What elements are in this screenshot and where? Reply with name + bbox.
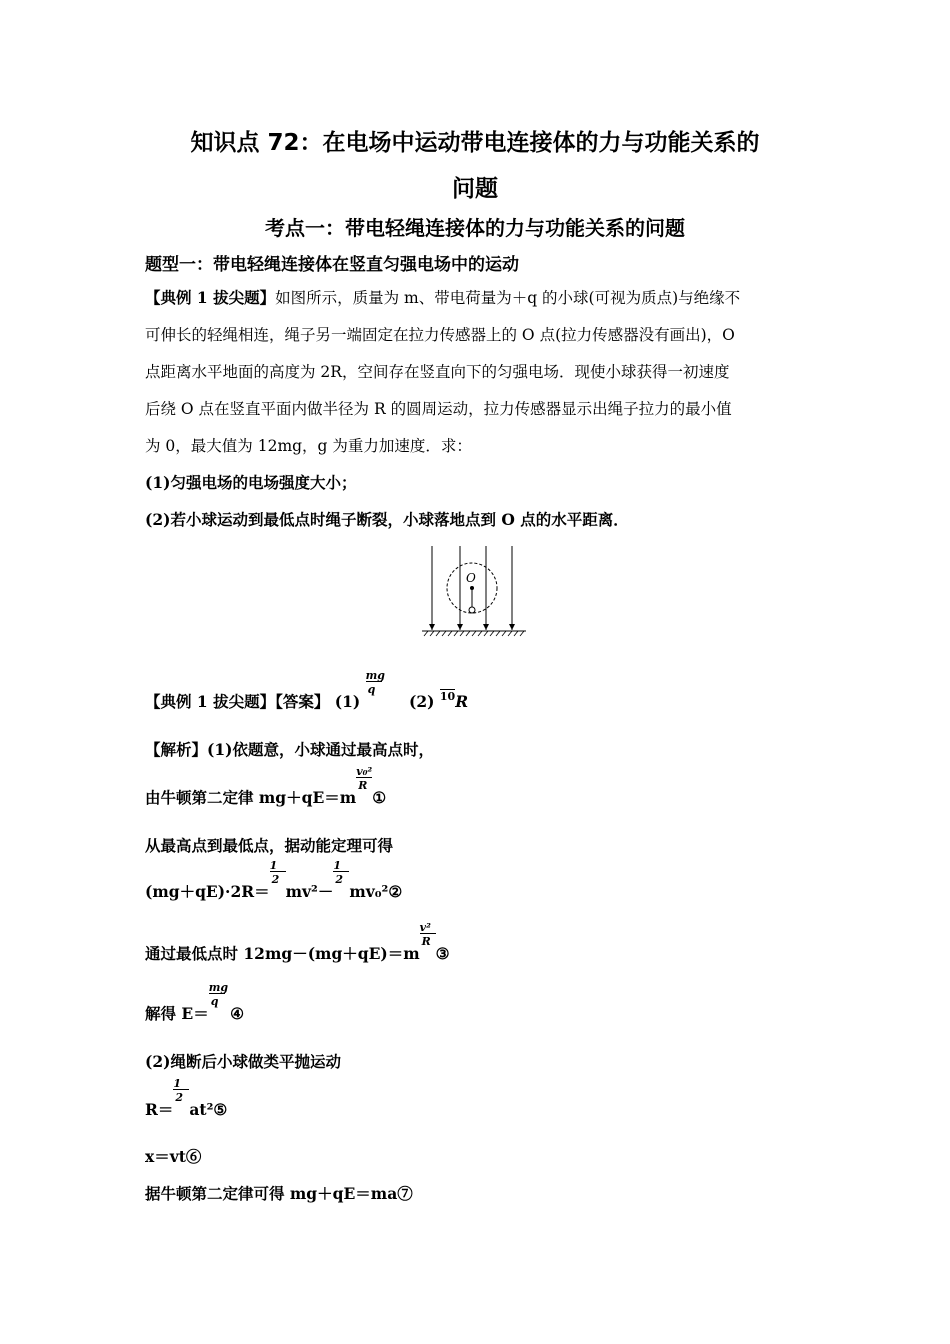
arrow-2 [457,624,463,630]
answer-1-fraction: $\frac{mg}{q}$ [365,669,385,696]
solution-line-10: 据牛顿第二定律可得 mg＋qE＝ma⑦ [145,1184,413,1203]
arrow-4 [509,624,515,630]
page-title-line2: 问题 [452,176,498,202]
example-line-5: 为 0，最大值为 12mg，g 为重力加速度．求： [145,437,472,455]
section-title: 考点一：带电轻绳连接体的力与功能关系的问题 [265,216,685,240]
pivot-point [470,586,474,590]
example-line-4: 后绕 O 点在竖直平面内做半径为 R 的圆周运动，拉力传感器显示出绳子拉力的最小值 [145,400,732,418]
solution-line-7: (2)绳断后小球做类平抛运动 [145,1052,341,1071]
answer-2-root: 10 [439,690,456,703]
page-title-line1: 知识点 72：在电场中运动带电连接体的力与功能关系的 [190,130,760,156]
solution-line-5: 通过最低点时 12mg－(mg＋qE)＝m $\frac{\text{v²}}{R}$ ③ [145,921,450,963]
question-type-heading: 题型一：带电轻绳连接体在竖直匀强电场中的运动 [145,255,519,275]
label-o: O [466,571,476,585]
example-line-3: 点距离水平地面的高度为 2R，空间存在竖直向下的匀强电场．现使小球获得一初速度 [145,363,730,381]
solution-line-3: 从最高点到最低点，据动能定理可得 [145,836,394,855]
field-diagram [420,542,530,638]
example-tag: 【典例 1 拔尖题】 [145,288,276,307]
answer-2-tail: R [455,692,469,711]
question-1: (1)匀强电场的电场强度大小； [145,473,357,492]
answer-2-label: (2) [409,692,435,711]
answer-line [145,669,469,712]
example-text-1: 如图所示，质量为 m、带电荷量为＋q 的小球(可视为质点)与绝缘不 [275,289,741,307]
solution-line-2: 由牛顿第二定律 mg＋qE＝m $\frac{\text{v₀²}}{R}$ ① [145,765,387,807]
example-line-2: 可伸长的轻绳相连，绳子另一端固定在拉力传感器上的 O 点(拉力传感器没有画出)，O [145,326,735,344]
question-2: (2)若小球运动到最低点时绳子断裂，小球落地点到 O 点的水平距离． [145,510,629,529]
solution-line-1: 【解析】(1)依题意，小球通过最高点时， [145,740,434,759]
ground-hatching [424,631,524,636]
answer-tag: 【典例 1 拔尖题】【答案】 [145,692,330,711]
example-line-1 [145,286,740,308]
solution-line-9: x＝vt⑥ [145,1147,202,1166]
answer-1-label: (1) [334,692,361,711]
solution-line-8: R＝ $\frac{1}{2}$ at²⑤ [145,1077,228,1119]
arrow-1 [429,624,435,630]
ball [469,607,475,613]
solution-line-4: (mg＋qE)·2R＝ $\frac{1}{2}$ mv²－ $\frac{1}{2}$ mv₀²② [145,859,403,901]
arrow-3 [483,624,489,630]
solution-line-6: 解得 E＝ $\frac{mg}{q}$ ④ [145,981,245,1023]
